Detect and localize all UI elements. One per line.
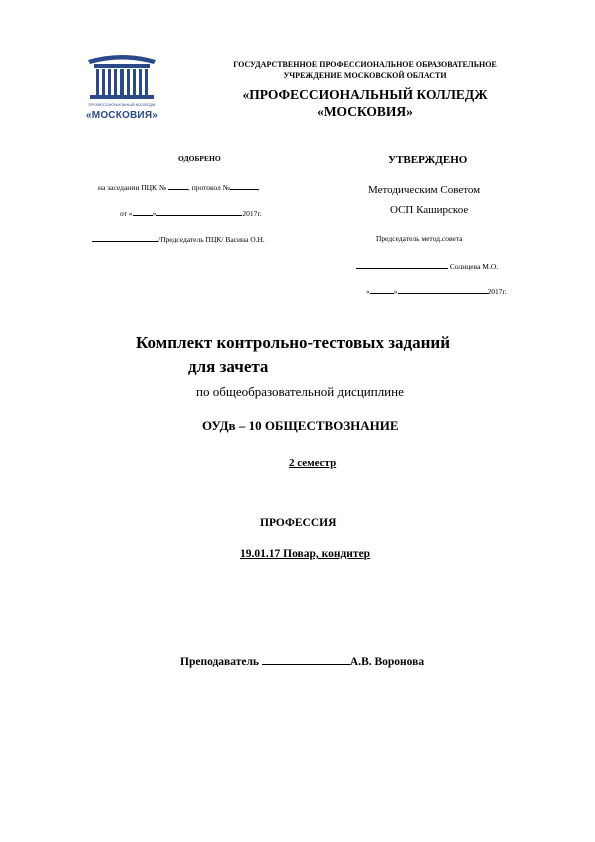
document-title-line2: для зачета — [188, 357, 269, 376]
signer-name: /Председатель ПЦК/ Васина О.Н. — [158, 235, 265, 244]
committee-number-blank — [168, 181, 188, 190]
logo-caption: ПРОФЕССИОНАЛЬНЫЙ КОЛЛЕДЖ — [88, 102, 156, 107]
approved-left-title: ОДОБРЕНО — [178, 154, 221, 163]
approved-left-date — [120, 207, 261, 218]
college-line-1: «ПРОФЕССИОНАЛЬНЫЙ КОЛЛЕДЖ — [242, 87, 488, 102]
discipline-name: ОУДв – 10 ОБЩЕСТВОЗНАНИЕ — [202, 418, 399, 433]
date-suffix: 2017г. — [242, 209, 262, 218]
right-month-blank — [398, 285, 488, 294]
discipline-intro: по общеобразовательной дисциплине — [196, 384, 404, 399]
day-blank — [133, 207, 153, 216]
right-signature-blank — [356, 260, 448, 269]
right-date-mid: » — [393, 287, 398, 296]
approved-right-line1: Методическим Советом — [368, 184, 481, 196]
approved-left-meeting: на заседании ПЦК № , протокол № , — [98, 183, 260, 192]
protocol-label: , протокол № — [187, 183, 230, 192]
approved-right-date — [366, 285, 507, 296]
right-date-prefix: « — [366, 287, 370, 296]
date-mid: » — [152, 209, 157, 218]
institution-line-1: ГОСУДАРСТВЕННОЕ ПРОФЕССИОНАЛЬНОЕ ОБРАЗОВАТЕЛЬНОЕ — [233, 60, 497, 69]
approved-right-title: УТВЕРЖДЕНО — [388, 154, 468, 166]
approved-right-signer — [356, 260, 498, 271]
college-logo — [82, 52, 162, 128]
teacher-label: Преподаватель — [180, 656, 260, 668]
college-line-2: «МОСКОВИЯ» — [317, 104, 413, 119]
approved-right-line2: ОСП Каширское — [390, 204, 469, 216]
teacher-line — [180, 654, 424, 668]
month-blank — [156, 207, 242, 216]
protocol-number-blank — [230, 181, 258, 190]
right-day-blank — [370, 285, 394, 294]
date-prefix: от « — [120, 209, 133, 218]
teacher-signature-blank — [262, 654, 350, 665]
teacher-name: А.В. Воронова — [349, 656, 425, 668]
right-date-suffix: 2017г. — [487, 287, 507, 296]
semester: 2 семестр — [289, 457, 337, 469]
profession-name: 19.01.17 Повар, кондитер — [240, 548, 371, 560]
meeting-prefix: на заседании ПЦК № — [98, 183, 167, 192]
approved-left-signer — [92, 233, 265, 244]
profession-label: ПРОФЕССИЯ — [260, 517, 337, 529]
right-signer-name: Солнцева М.О. — [449, 262, 499, 271]
document-title-line1: Комплект контрольно-тестовых заданий — [136, 333, 451, 352]
approved-right-chair: Председатель метод.совета — [376, 234, 463, 243]
building-emblem-icon — [82, 52, 162, 102]
logo-name: «МОСКОВИЯ» — [86, 110, 158, 121]
signature-blank — [92, 233, 158, 242]
institution-line-2: УЧРЕЖДЕНИЕ МОСКОВСКОЙ ОБЛАСТИ — [283, 71, 447, 80]
